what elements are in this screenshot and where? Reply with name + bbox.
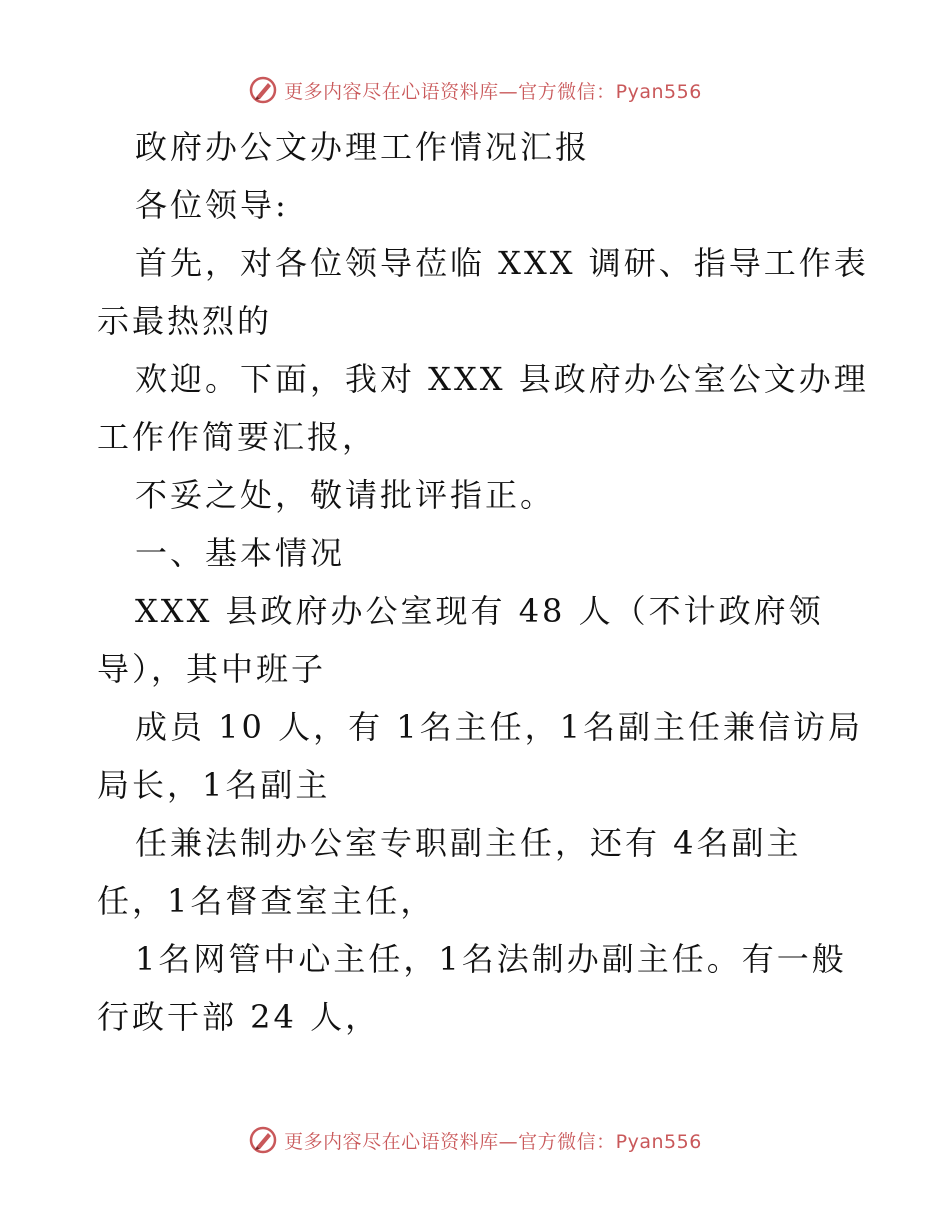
text-line: 政府办公文办理工作情况汇报 bbox=[135, 128, 591, 166]
text-line: 任，1名督查室主任， bbox=[97, 882, 436, 920]
watermark-text: 更多内容尽在心语资料库—官方微信：Pyan556 bbox=[284, 1130, 702, 1153]
text-line: 各位领导: bbox=[135, 186, 289, 224]
footer-watermark-banner bbox=[0, 1120, 950, 1160]
text-line: XXX 县政府办公室现有 48 人（不计政府领 bbox=[135, 592, 824, 630]
text-line: 一、基本情况 bbox=[135, 534, 346, 572]
header-watermark-banner bbox=[0, 70, 950, 110]
text-line: 1名网管中心主任，1名法制办副主任。有一般 bbox=[135, 940, 847, 978]
text-line: 成员 10 人，有 1名主任，1名副主任兼信访局 bbox=[135, 708, 863, 746]
text-line: 行政干部 24 人， bbox=[97, 998, 381, 1036]
text-line: 不妥之处，敬请批评指正。 bbox=[135, 476, 556, 514]
text-line: 首先，对各位领导莅临 XXX 调研、指导工作表 bbox=[135, 244, 869, 282]
pen-circle-logo-icon bbox=[248, 75, 278, 105]
text-line: 导），其中班子 bbox=[97, 650, 327, 688]
watermark-text: 更多内容尽在心语资料库—官方微信：Pyan556 bbox=[284, 80, 702, 103]
text-line: 局长，1名副主 bbox=[97, 766, 331, 804]
text-line: 工作作简要汇报， bbox=[97, 418, 378, 456]
text-line: 示最热烈的 bbox=[97, 302, 273, 340]
text-line: 任兼法制办公室专职副主任，还有 4名副主 bbox=[135, 824, 802, 862]
pen-circle-logo-icon bbox=[248, 1125, 278, 1155]
document-body bbox=[97, 118, 897, 1046]
text-line: 欢迎。下面，我对 XXX 县政府办公室公文办理 bbox=[135, 360, 869, 398]
